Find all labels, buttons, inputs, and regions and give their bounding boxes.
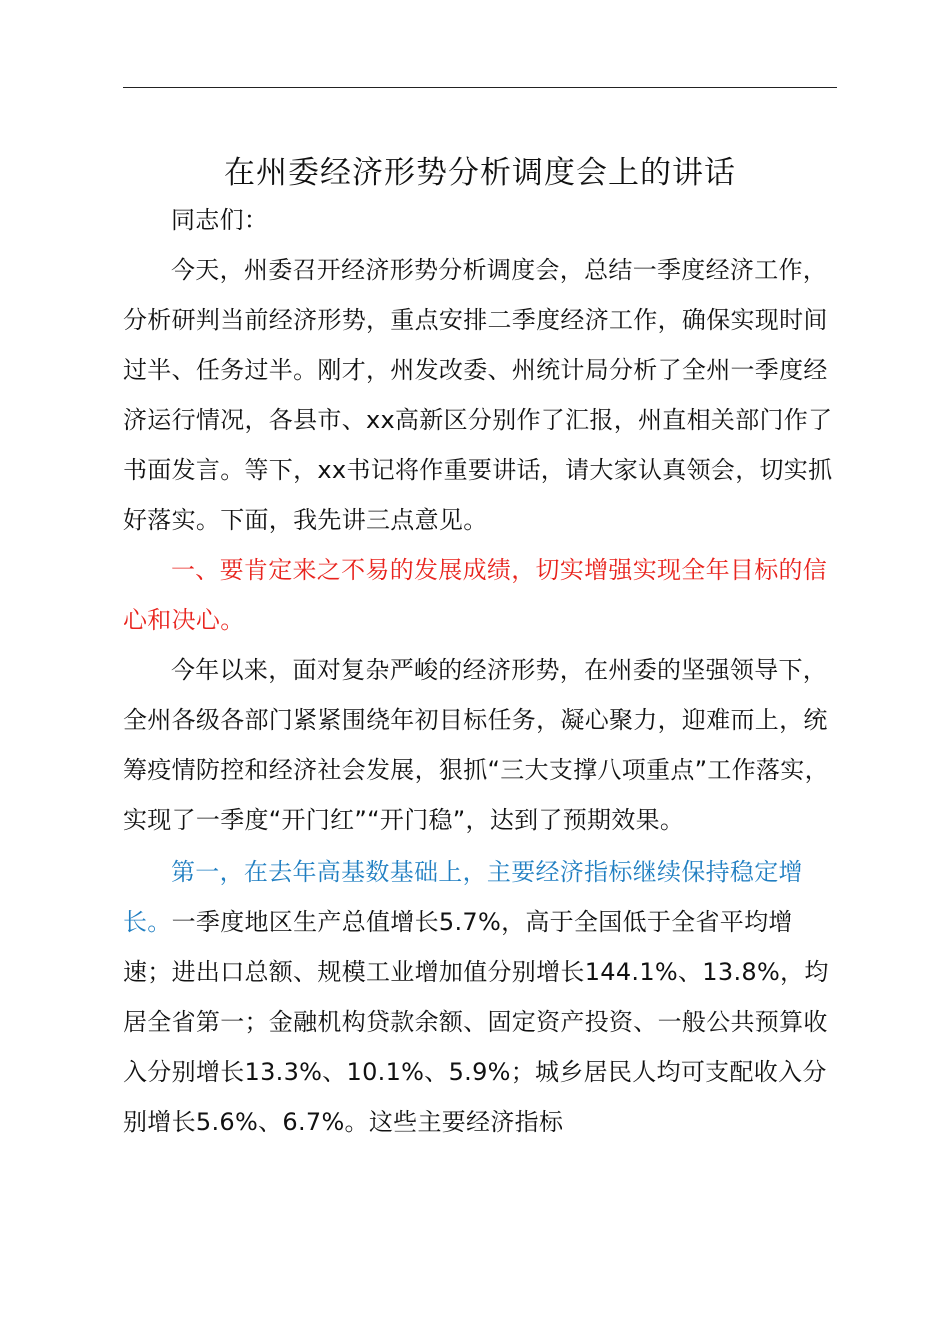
document-title: 在州委经济形势分析调度会上的讲话 — [224, 155, 736, 191]
point-one-body: 一季度地区生产总值增长5.7%，高于全国低于全省平均增速；进出口总额、规模工业增加值分别增长144.1%、13.8%，均居全省第一；金融机构贷款余额、固定资产投资、一般公共预算收入分别增长13.3%、10.1%、5.9%；城乡居民人均可支配收入分别增长5.6%、6.7%。这些主要经济指标 — [123, 908, 829, 1136]
paragraph-summary: 今年以来，面对复杂严峻的经济形势，在州委的坚强领导下，全州各级各部门紧紧围绕年初目标任务，凝心聚力，迎难而上，统筹疫情防控和经济社会发展，狠抓“三大支撑八项重点”工作落实，实现了一季度“开门红”“开门稳”，达到了预期效果。 — [123, 656, 829, 834]
salutation: 同志们： — [171, 206, 269, 234]
document-body — [123, 195, 837, 1147]
section-heading: 一、要肯定来之不易的发展成绩，切实增强实现全年目标的信心和决心。 — [123, 556, 828, 634]
paragraph-point-one — [123, 847, 837, 1147]
paragraph-intro: 今天，州委召开经济形势分析调度会，总结一季度经济工作，分析研判当前经济形势，重点安排二季度经济工作，确保实现时间过半、任务过半。刚才，州发改委、州统计局分析了全州一季度经济运行情况，各县市、xx高新区分别作了汇报，州直相关部门作了书面发言。等下，xx书记将作重要讲话，请大家认真领会，切实抓好落实。下面，我先讲三点意见。 — [123, 256, 833, 534]
point-one-heading: 第一，在去年高基数基础上，主要经济指标继续保持稳定增长。 — [123, 858, 803, 936]
header-rule — [123, 87, 837, 88]
